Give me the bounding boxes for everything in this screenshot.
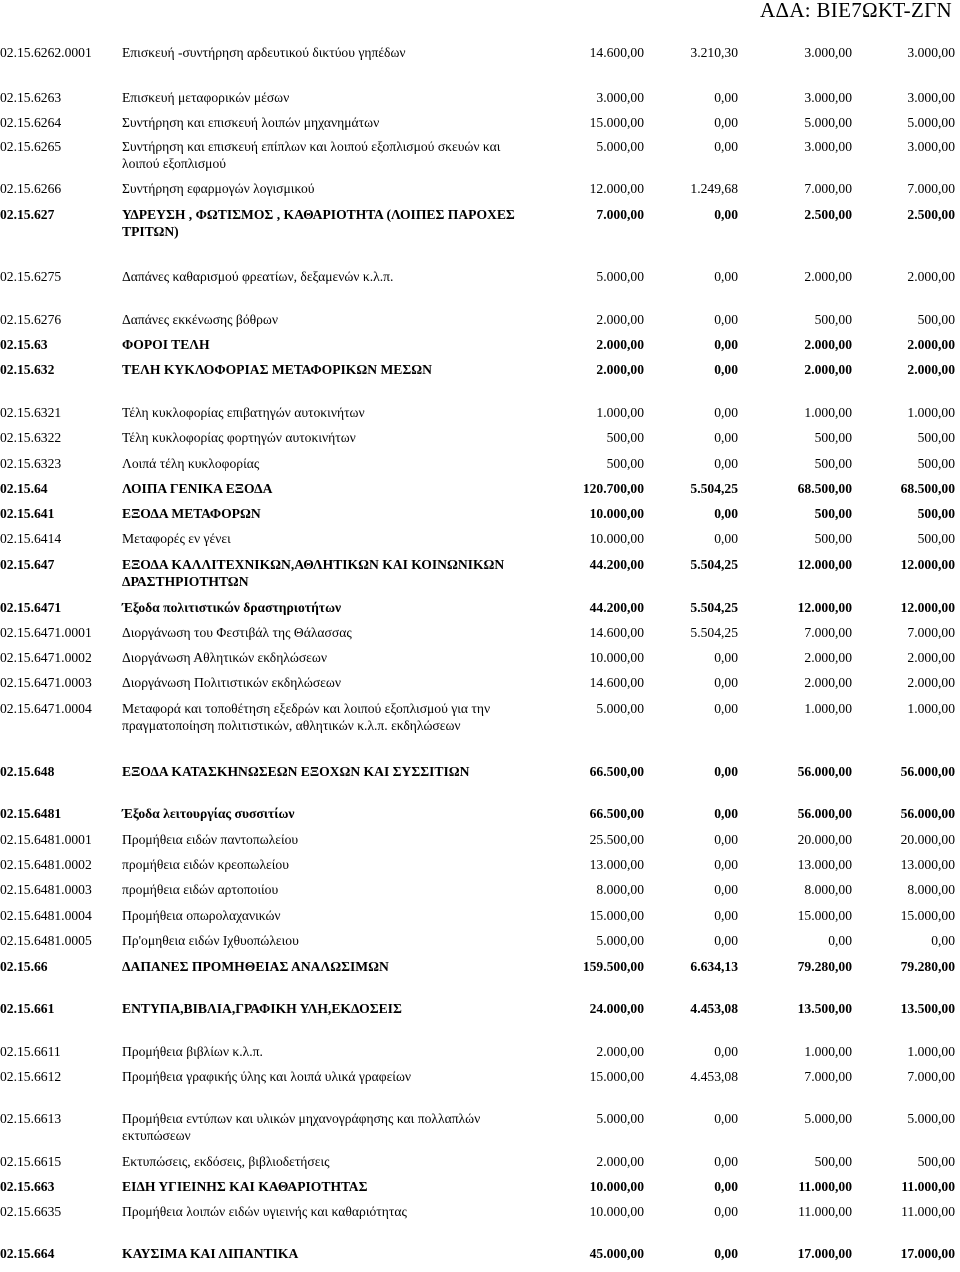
- row-description: Προμήθεια εντύπων και υλικών μηχανογράφησης και πολλαπλών εκτυπώσεων: [122, 1111, 481, 1143]
- row-estimate: 3.000,00: [804, 45, 852, 60]
- row-estimate: 0,00: [828, 933, 852, 948]
- row-proposal: 500,00: [917, 312, 955, 327]
- row-approved-budget: 1.000,00: [596, 405, 644, 420]
- row-code: 02.15.6262.0001: [0, 45, 92, 60]
- row-approved-budget: 15.000,00: [589, 1069, 644, 1084]
- row-estimate: 12.000,00: [797, 600, 852, 615]
- row-commitments: 0,00: [714, 832, 738, 847]
- row-estimate: 1.000,00: [804, 1044, 852, 1059]
- row-approved-budget: 5.000,00: [596, 933, 644, 948]
- row-description: Επισκευή μεταφορικών μέσων: [122, 90, 290, 105]
- row-estimate: 7.000,00: [804, 181, 852, 196]
- row-code: 02.15.6264: [0, 115, 62, 130]
- row-commitments: 0,00: [714, 207, 738, 222]
- row-approved-budget: 10.000,00: [589, 506, 644, 521]
- row-description: Προμήθεια λοιπών ειδών υγιεινής και καθαριότητας: [122, 1204, 407, 1219]
- row-code: 02.15.6471.0001: [0, 625, 92, 640]
- row-approved-budget: 45.000,00: [589, 1246, 644, 1261]
- row-approved-budget: 2.000,00: [596, 1044, 644, 1059]
- row-commitments: 0,00: [714, 337, 738, 352]
- row-commitments: 0,00: [714, 675, 738, 690]
- row-estimate: 5.000,00: [804, 1111, 852, 1126]
- row-commitments: 0,00: [714, 806, 738, 821]
- row-approved-budget: 120.700,00: [582, 481, 644, 496]
- row-description: Προμήθεια οπωρολαχανικών: [122, 908, 281, 923]
- row-code: 02.15.6471: [0, 600, 62, 615]
- row-estimate: 7.000,00: [804, 1069, 852, 1084]
- row-description: Τέλη κυκλοφορίας επιβατηγών αυτοκινήτων: [122, 405, 365, 420]
- row-commitments: 0,00: [714, 1204, 738, 1219]
- row-estimate: 500,00: [814, 1154, 852, 1169]
- row-commitments: 0,00: [714, 1246, 738, 1261]
- row-code: 02.15.6481.0002: [0, 857, 92, 872]
- row-proposal: 2.000,00: [907, 269, 955, 284]
- row-estimate: 2.500,00: [804, 207, 852, 222]
- row-approved-budget: 15.000,00: [589, 115, 644, 130]
- row-estimate: 79.280,00: [797, 959, 852, 974]
- row-description: Προμήθεια βιβλίων κ.λ.π.: [122, 1044, 263, 1059]
- row-estimate: 11.000,00: [798, 1179, 852, 1194]
- row-proposal: 17.000,00: [900, 1246, 955, 1261]
- row-commitments: 0,00: [714, 1179, 738, 1194]
- row-approved-budget: 14.600,00: [589, 675, 644, 690]
- row-proposal: 56.000,00: [900, 764, 955, 779]
- row-description: προμήθεια ειδών κρεοπωλείου: [122, 857, 289, 872]
- row-approved-budget: 14.600,00: [589, 625, 644, 640]
- row-description: Διοργάνωση Αθλητικών εκδηλώσεων: [122, 650, 327, 665]
- row-estimate: 5.000,00: [804, 115, 852, 130]
- row-proposal: 500,00: [917, 456, 955, 471]
- row-proposal: 68.500,00: [900, 481, 955, 496]
- row-commitments: 0,00: [714, 1111, 738, 1126]
- row-approved-budget: 24.000,00: [589, 1001, 644, 1016]
- row-code: 02.15.632: [0, 362, 55, 377]
- row-approved-budget: 13.000,00: [589, 857, 644, 872]
- row-approved-budget: 2.000,00: [596, 337, 644, 352]
- row-code: 02.15.6613: [0, 1111, 62, 1126]
- row-proposal: 11.000,00: [901, 1179, 955, 1194]
- row-proposal: 3.000,00: [907, 139, 955, 154]
- row-proposal: 79.280,00: [900, 959, 955, 974]
- row-approved-budget: 500,00: [606, 456, 644, 471]
- row-proposal: 1.000,00: [907, 1044, 955, 1059]
- row-approved-budget: 10.000,00: [589, 531, 644, 546]
- row-estimate: 3.000,00: [804, 90, 852, 105]
- row-description: ΚΑΥΣΙΜΑ ΚΑΙ ΛΙΠΑΝΤΙΚΑ: [122, 1246, 299, 1261]
- row-code: 02.15.663: [0, 1179, 55, 1194]
- row-estimate: 15.000,00: [797, 908, 852, 923]
- row-estimate: 500,00: [814, 312, 852, 327]
- row-approved-budget: 2.000,00: [596, 1154, 644, 1169]
- row-description: ΕΙΔΗ ΥΓΙΕΙΝΗΣ ΚΑΙ ΚΑΘΑΡΙΟΤΗΤΑΣ: [122, 1179, 368, 1194]
- row-estimate: 2.000,00: [804, 650, 852, 665]
- row-code: 02.15.6635: [0, 1204, 62, 1219]
- row-description: Συντήρηση εφαρμογών λογισμικού: [122, 181, 315, 196]
- row-proposal: 3.000,00: [907, 45, 955, 60]
- row-code: 02.15.6275: [0, 269, 62, 284]
- row-approved-budget: 66.500,00: [589, 764, 644, 779]
- row-estimate: 1.000,00: [804, 701, 852, 716]
- row-approved-budget: 500,00: [606, 430, 644, 445]
- row-description: ΕΞΟΔΑ ΜΕΤΑΦΟΡΩΝ: [122, 506, 261, 521]
- row-proposal: 7.000,00: [907, 625, 955, 640]
- row-proposal: 13.000,00: [900, 857, 955, 872]
- row-commitments: 6.634,13: [690, 959, 738, 974]
- row-proposal: 2.000,00: [907, 675, 955, 690]
- row-code: 02.15.661: [0, 1001, 55, 1016]
- row-estimate: 2.000,00: [804, 337, 852, 352]
- row-estimate: 56.000,00: [797, 806, 852, 821]
- row-estimate: 500,00: [814, 456, 852, 471]
- row-commitments: 1.249,68: [690, 181, 738, 196]
- row-commitments: 4.453,08: [690, 1069, 738, 1084]
- row-estimate: 13.500,00: [797, 1001, 852, 1016]
- row-approved-budget: 25.500,00: [589, 832, 644, 847]
- row-proposal: 0,00: [931, 933, 955, 948]
- row-commitments: 0,00: [714, 269, 738, 284]
- row-estimate: 2.000,00: [804, 362, 852, 377]
- row-code: 02.15.6481.0005: [0, 933, 92, 948]
- row-commitments: 5.504,25: [690, 481, 738, 496]
- row-code: 02.15.6263: [0, 90, 62, 105]
- row-proposal: 15.000,00: [900, 908, 955, 923]
- row-code: 02.15.6481.0001: [0, 832, 92, 847]
- row-approved-budget: 15.000,00: [589, 908, 644, 923]
- row-description: ΔΑΠΑΝΕΣ ΠΡΟΜΗΘΕΙΑΣ ΑΝΑΛΩΣΙΜΩΝ: [122, 959, 389, 974]
- row-proposal: 13.500,00: [900, 1001, 955, 1016]
- row-code: 02.15.6481.0003: [0, 882, 92, 897]
- row-commitments: 0,00: [714, 405, 738, 420]
- row-commitments: 5.504,25: [690, 557, 738, 572]
- row-proposal: 2.000,00: [907, 650, 955, 665]
- row-code: 02.15.6611: [0, 1044, 61, 1059]
- row-description: Λοιπά τέλη κυκλοφορίας: [122, 456, 260, 471]
- row-code: 02.15.647: [0, 557, 55, 572]
- row-description: ΤΕΛΗ ΚΥΚΛΟΦΟΡΙΑΣ ΜΕΤΑΦΟΡΙΚΩΝ ΜΕΣΩΝ: [122, 362, 432, 377]
- row-commitments: 0,00: [714, 506, 738, 521]
- row-code: 02.15.6321: [0, 405, 62, 420]
- row-commitments: 0,00: [714, 764, 738, 779]
- row-code: 02.15.6481: [0, 806, 62, 821]
- row-code: 02.15.6612: [0, 1069, 62, 1084]
- row-code: 02.15.6471.0003: [0, 675, 92, 690]
- row-description: προμήθεια ειδών αρτοποιίου: [122, 882, 279, 897]
- row-approved-budget: 5.000,00: [596, 139, 644, 154]
- row-commitments: 0,00: [714, 1154, 738, 1169]
- row-proposal: 2.500,00: [907, 207, 955, 222]
- row-proposal: 2.000,00: [907, 362, 955, 377]
- row-code: 02.15.66: [0, 959, 48, 974]
- row-description: Συντήρηση και επισκευή επίπλων και λοιπού εξοπλισμού σκευών και λοιπού εξοπλισμού: [122, 139, 501, 171]
- row-approved-budget: 8.000,00: [596, 882, 644, 897]
- row-estimate: 8.000,00: [804, 882, 852, 897]
- row-code: 02.15.6323: [0, 456, 62, 471]
- row-code: 02.15.6276: [0, 312, 62, 327]
- row-estimate: 12.000,00: [797, 557, 852, 572]
- row-approved-budget: 2.000,00: [596, 312, 644, 327]
- row-description: ΕΝΤΥΠΑ,ΒΙΒΛΙΑ,ΓΡΑΦΙΚΗ ΥΛΗ,ΕΚΔΟΣΕΙΣ: [122, 1001, 402, 1016]
- row-code: 02.15.664: [0, 1246, 55, 1261]
- row-estimate: 7.000,00: [804, 625, 852, 640]
- row-description: ΥΔΡΕΥΣΗ , ΦΩΤΙΣΜΟΣ , ΚΑΘΑΡΙΟΤΗΤΑ (ΛΟΙΠΕΣ ΠΑΡΟΧΕΣ ΤΡΙΤΩΝ): [122, 207, 515, 239]
- row-commitments: 0,00: [714, 933, 738, 948]
- row-code: 02.15.6471.0004: [0, 701, 92, 716]
- row-approved-budget: 5.000,00: [596, 701, 644, 716]
- row-code: 02.15.64: [0, 481, 48, 496]
- row-estimate: 3.000,00: [804, 139, 852, 154]
- row-estimate: 500,00: [814, 506, 852, 521]
- row-approved-budget: 2.000,00: [596, 362, 644, 377]
- row-proposal: 12.000,00: [900, 557, 955, 572]
- row-commitments: 0,00: [714, 1044, 738, 1059]
- row-estimate: 500,00: [814, 531, 852, 546]
- row-approved-budget: 10.000,00: [589, 1179, 644, 1194]
- row-proposal: 5.000,00: [907, 115, 955, 130]
- row-proposal: 20.000,00: [900, 832, 955, 847]
- row-commitments: 0,00: [714, 701, 738, 716]
- row-estimate: 13.000,00: [797, 857, 852, 872]
- row-proposal: 11.000,00: [901, 1204, 955, 1219]
- row-approved-budget: 10.000,00: [589, 1204, 644, 1219]
- row-estimate: 11.000,00: [798, 1204, 852, 1219]
- row-description: Επισκευή -συντήρηση αρδευτικού δικτύου γηπέδων: [122, 45, 406, 60]
- row-description: Μεταφορές εν γένει: [122, 531, 231, 546]
- row-estimate: 1.000,00: [804, 405, 852, 420]
- row-code: 02.15.6322: [0, 430, 62, 445]
- row-description: Μεταφορά και τοποθέτηση εξεδρών και λοιπού εξοπλισμού για την πραγματοποίηση πολιτιστικών, αθλητικών κ.λ.π. εκδηλώσεων: [122, 701, 491, 733]
- row-description: Προμήθεια γραφικής ύλης και λοιπά υλικά γραφείων: [122, 1069, 412, 1084]
- row-estimate: 68.500,00: [797, 481, 852, 496]
- row-estimate: 56.000,00: [797, 764, 852, 779]
- row-commitments: 4.453,08: [690, 1001, 738, 1016]
- row-estimate: 2.000,00: [804, 269, 852, 284]
- row-proposal: 12.000,00: [900, 600, 955, 615]
- row-description: ΛΟΙΠΑ ΓΕΝΙΚΑ ΕΞΟΔΑ: [122, 481, 273, 496]
- row-commitments: 0,00: [714, 456, 738, 471]
- row-commitments: 0,00: [714, 882, 738, 897]
- row-commitments: 0,00: [714, 90, 738, 105]
- row-commitments: 5.504,25: [690, 600, 738, 615]
- row-approved-budget: 7.000,00: [596, 207, 644, 222]
- row-code: 02.15.648: [0, 764, 55, 779]
- row-commitments: 5.504,25: [690, 625, 738, 640]
- row-description: Έξοδα πολιτιστικών δραστηριοτήτων: [122, 600, 342, 615]
- row-proposal: 5.000,00: [907, 1111, 955, 1126]
- row-proposal: 500,00: [917, 531, 955, 546]
- row-proposal: 7.000,00: [907, 181, 955, 196]
- row-proposal: 1.000,00: [907, 405, 955, 420]
- row-code: 02.15.63: [0, 337, 48, 352]
- row-proposal: 2.000,00: [907, 337, 955, 352]
- row-commitments: 0,00: [714, 857, 738, 872]
- row-code: 02.15.627: [0, 207, 55, 222]
- row-estimate: 500,00: [814, 430, 852, 445]
- row-approved-budget: 66.500,00: [589, 806, 644, 821]
- row-commitments: 0,00: [714, 908, 738, 923]
- row-estimate: 20.000,00: [797, 832, 852, 847]
- row-code: 02.15.6471.0002: [0, 650, 92, 665]
- row-approved-budget: 44.200,00: [589, 600, 644, 615]
- row-approved-budget: 10.000,00: [589, 650, 644, 665]
- row-description: Συντήρηση και επισκευή λοιπών μηχανημάτων: [122, 115, 380, 130]
- row-code: 02.15.6414: [0, 531, 62, 546]
- row-approved-budget: 12.000,00: [589, 181, 644, 196]
- row-approved-budget: 3.000,00: [596, 90, 644, 105]
- row-commitments: 3.210,30: [690, 45, 738, 60]
- row-proposal: 500,00: [917, 430, 955, 445]
- row-description: Προμήθεια ειδών παντοπωλείου: [122, 832, 299, 847]
- row-description: Διοργάνωση Πολιτιστικών εκδηλώσεων: [122, 675, 341, 690]
- row-approved-budget: 5.000,00: [596, 269, 644, 284]
- row-code: 02.15.6615: [0, 1154, 62, 1169]
- ada-header: ΑΔΑ: ΒΙΕ7ΩΚΤ-ΖΓΝ: [760, 0, 952, 22]
- row-description: Δαπάνες καθαρισμού φρεατίων, δεξαμενών κ.λ.π.: [122, 269, 394, 284]
- row-commitments: 0,00: [714, 362, 738, 377]
- row-approved-budget: 14.600,00: [589, 45, 644, 60]
- row-commitments: 0,00: [714, 650, 738, 665]
- row-approved-budget: 159.500,00: [582, 959, 644, 974]
- row-estimate: 17.000,00: [797, 1246, 852, 1261]
- row-description: ΕΞΟΔΑ ΚΑΤΑΣΚΗΝΩΣΕΩΝ ΕΞΟΧΩΝ ΚΑΙ ΣΥΣΣΙΤΙΩΝ: [122, 764, 470, 779]
- row-commitments: 0,00: [714, 139, 738, 154]
- row-estimate: 2.000,00: [804, 675, 852, 690]
- row-approved-budget: 44.200,00: [589, 557, 644, 572]
- row-commitments: 0,00: [714, 312, 738, 327]
- row-proposal: 500,00: [917, 1154, 955, 1169]
- row-proposal: 1.000,00: [907, 701, 955, 716]
- row-description: Δαπάνες εκκένωσης βόθρων: [122, 312, 279, 327]
- row-commitments: 0,00: [714, 115, 738, 130]
- row-description: Τέλη κυκλοφορίας φορτηγών αυτοκινήτων: [122, 430, 356, 445]
- row-proposal: 8.000,00: [907, 882, 955, 897]
- row-commitments: 0,00: [714, 430, 738, 445]
- row-description: ΕΞΟΔΑ ΚΑΛΛΙΤΕΧΝΙΚΩΝ,ΑΘΛΗΤΙΚΩΝ ΚΑΙ ΚΟΙΝΩΝΙΚΩΝ ΔΡΑΣΤΗΡΙΟΤΗΤΩΝ: [122, 557, 505, 589]
- row-commitments: 0,00: [714, 531, 738, 546]
- row-approved-budget: 5.000,00: [596, 1111, 644, 1126]
- row-code: 02.15.6266: [0, 181, 62, 196]
- row-proposal: 56.000,00: [900, 806, 955, 821]
- row-description: Εκτυπώσεις, εκδόσεις, βιβλιοδετήσεις: [122, 1154, 330, 1169]
- row-proposal: 3.000,00: [907, 90, 955, 105]
- row-description: Διοργάνωση του Φεστιβάλ της Θάλασσας: [122, 625, 352, 640]
- row-code: 02.15.641: [0, 506, 55, 521]
- row-description: ΦΟΡΟΙ ΤΕΛΗ: [122, 337, 210, 352]
- row-code: 02.15.6265: [0, 139, 62, 154]
- row-code: 02.15.6481.0004: [0, 908, 92, 923]
- row-description: Πρ'ομηθεια ειδών Ιχθυοπώλειου: [122, 933, 299, 948]
- row-proposal: 7.000,00: [907, 1069, 955, 1084]
- row-description: Έξοδα λειτουργίας συσσιτίων: [122, 806, 295, 821]
- row-proposal: 500,00: [917, 506, 955, 521]
